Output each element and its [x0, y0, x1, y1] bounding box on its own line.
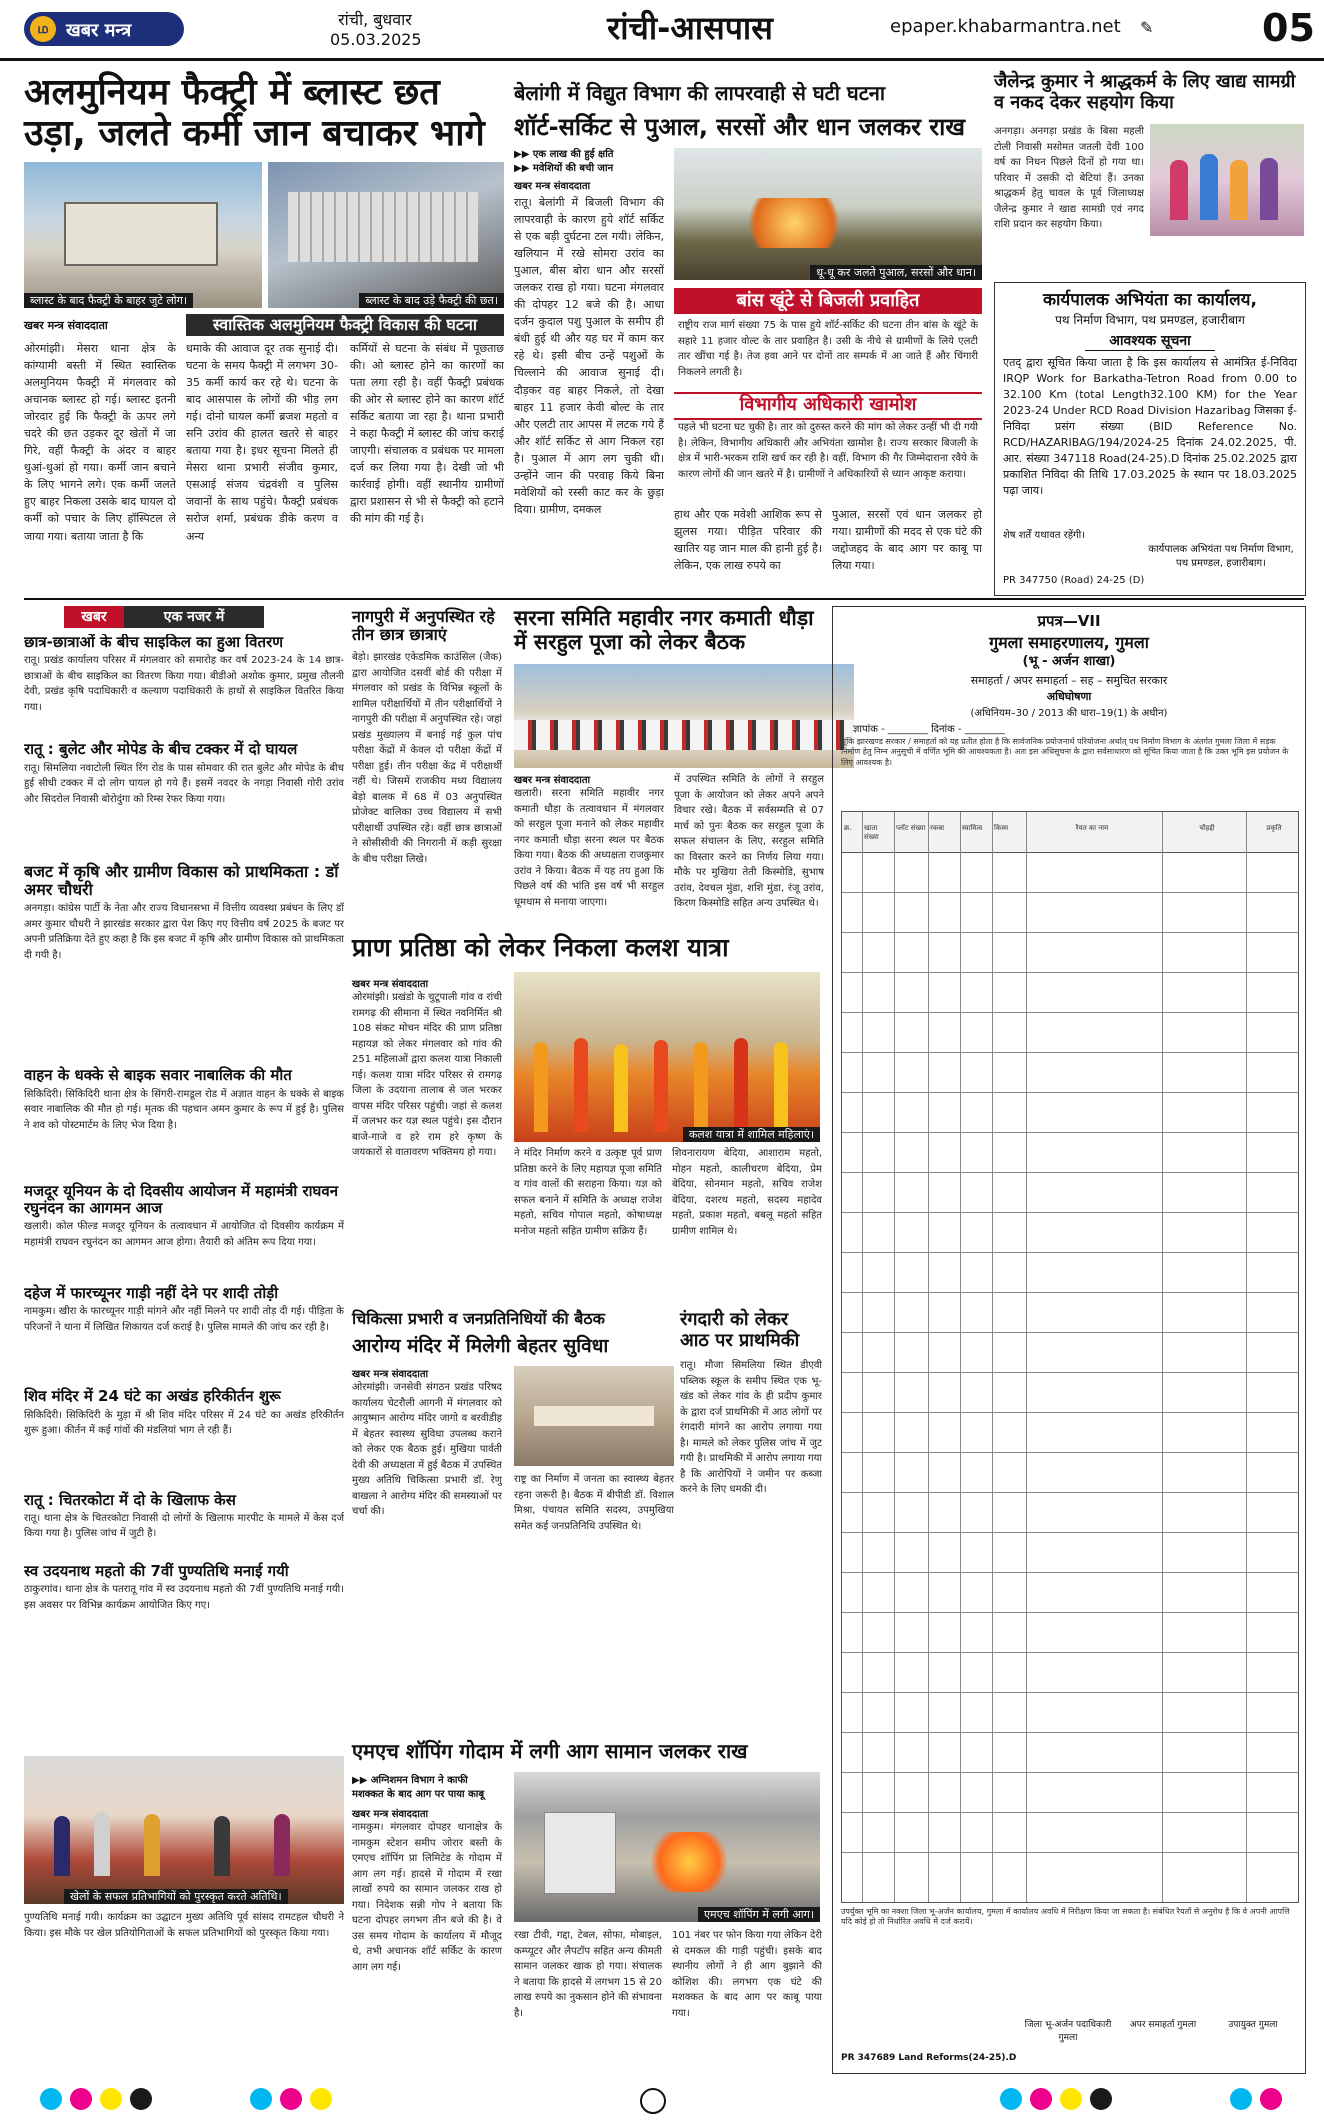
story1-headline: अलमुनियम फैक्ट्री में ब्लास्ट छत उड़ा, जलते कर्मी जान बचाकर भागे	[24, 72, 485, 155]
list-item: छात्र-छात्राओं के बीच साइकिल का हुआ वितरण रातू। प्रखंड कार्यालय परिसर में मंगलवार को समारोह कर वर्ष 2023-24 के 14 छात्र-छात्राओं के बीच साइकिल का वितरण किया गया। बीडीओ अशोक कुमार, प्रमुख तौलनी देवी, प्रखंड कृषि पदाधिकारी व कल्याण पदाधिकारी के हाथों से साइकिल वितरित किया गया।	[24, 634, 344, 713]
land-acquisition-notice	[832, 606, 1306, 2074]
notice2-intro: चूंकि झारखण्ड सरकार / समाहर्ता को यह प्रतीत होता है कि सार्वजनिक प्रयोजनार्थ परियोजना अर्थात् पथ निर्माण विभाग के अंतर्गत गुमला जिला में सड़क निर्माण हेतु निम्न अनुसूची में वर्णित भूमि की आवश्यकता है। अतः इस अधिसूचना के द्वारा सर्वसाधारण को सूचित किया जाता है कि उक्त भूमि इस प्रयोजन के लिए आवश्यक है।	[841, 737, 1289, 767]
table-row-divider	[842, 1652, 1298, 1653]
story7-photo	[514, 1366, 674, 1466]
table-row-divider	[842, 1372, 1298, 1373]
story9-headline: एमएच शॉपिंग गोदाम में लगी आग सामान जलकर राख	[352, 1739, 748, 1763]
table-row-divider	[842, 1252, 1298, 1253]
list-item: वाहन के धक्के से बाइक सवार नाबालिक की मौत सिकिदिरी। सिकिदिरी थाना क्षेत्र के सिंगरी-रामडूल रोड में अज्ञात वाहन के धक्के से बाइक सवार नाबालिक की मौत हो गई। मृतक की पहचान अमन कुमार के रूप में हुई है। पुलिस ने शव को पोस्टमार्टम के लिए भेज दिया है।	[24, 1066, 344, 1131]
ek-nazar-list	[24, 634, 344, 1752]
story8-text: रातू। मौजा सिमलिया स्थित डीएवी पब्लिक स्कूल के समीप स्थित एक भू-खंड को लेकर गांव के ही प्रदीप कुमार के द्वारा दर्ज प्राथमिकी में आठ लोगों पर रंगदारी मांगने का आरोप लगाया गया है। मामले को लेकर पुलिस जांच में जुट गयी है। प्राथमिकी में आरोप लगाया गया है कि आरोपियों ने जमीन पर कब्जा करने के लिए धमकी दी।	[680, 1360, 822, 1495]
table-row-divider	[842, 1052, 1298, 1053]
story4-headline: नागपुरी में अनुपस्थित रहे तीन छात्र छात्राएं	[352, 607, 495, 645]
list-item: रातू : बुलेट और मोपेड के बीच टक्कर में दो घायल रातू। सिमलिया नवाटोली स्थित रिंग रोड के पास सोमवार की रात बुलेट और मोपेड के बीच हुई सीधी टक्कर में दो लोग घायल हो गये हैं। इसमें नवदर के नगड़ा निवासी गोरी उरांव और सिदरोल निवासी बोरोदुंगा को रिम्स रेफर किया गया।	[24, 740, 344, 805]
table-header-cell: खाता संख्या	[864, 824, 879, 842]
table-row-divider	[842, 1732, 1298, 1733]
table-row-divider	[842, 1172, 1298, 1173]
table-header-cell: रैयत का नाम	[1075, 824, 1109, 832]
notice2-sign2: अपर समाहर्ता गुमला	[1129, 2020, 1197, 2030]
table-header-cell: क्र.	[844, 824, 852, 832]
table-header-cell: प्रकृति	[1266, 824, 1282, 832]
cursor-icon: ✎	[1140, 18, 1154, 37]
story2-col2: हाथ और एक मवेशी आशिक रूप से झुलस गया। पीड़ित परिवार की खातिर यह जान माल की हानी हुई है। लेकिन, एक लाख रुपये का	[674, 508, 822, 573]
table-row-divider	[842, 932, 1298, 933]
list-item: स्व उदयनाथ महतो की 7वीं पुण्यतिथि मनाई गयी ठाकुरगांव। थाना क्षेत्र के पतरातू गांव में स्व उदयनाथ महतो की 7वीं पुण्यतिथि मनाई गयी। इस अवसर पर विभिन्न कार्यक्रम आयोजित किए गए।	[24, 1561, 344, 1611]
story1-subhead: स्वास्तिक अलमुनियम फैक्ट्री विकास की घटना	[186, 314, 504, 336]
table-col-divider	[928, 812, 929, 1902]
table-header-cell: रकबा	[930, 824, 945, 832]
registration-mark	[40, 2088, 62, 2110]
notice2-sign1: जिला भू-अर्जन पदाधिकारी गुमला	[1024, 2020, 1112, 2043]
notice1-officer: कार्यपालक अभियंता पथ निर्माण विभाग, पथ प्रमण्डल, हजारीबाग।	[1148, 544, 1294, 569]
list-item: शिव मंदिर में 24 घंटे का अखंड हरिकीर्तन शुरू सिकिदिरी। सिकिदिरी के मुड़ा में श्री शिव मंदिर परिसर में 24 घंटे का अखंड हरिकीर्तन शुरू हुआ। कीर्तन में कई गांवों की मंडलियां भाग ले रही हैं।	[24, 1387, 344, 1437]
story1-byline: खबर मन्त्र संवाददाता	[24, 319, 108, 332]
list-item: रातू : चितरकोटा में दो के खिलाफ केस रातू। थाना क्षेत्र के चितरकोटा निवासी दो लोगों के खिलाफ मारपीट के मामले में केस दर्ज किया गया है। पुलिस जांच में जुटी है।	[24, 1490, 344, 1540]
notice2-sign3: उपायुक्त गुमला	[1228, 2020, 1278, 2030]
story9-bullet: ▶▶ अग्निशमन विभाग ने काफी मशक्कत के बाद आग पर पाया काबू	[352, 1775, 485, 1800]
table-row-divider	[842, 1092, 1298, 1093]
registration-mark	[130, 2088, 152, 2110]
story2-headline2: शॉर्ट-सर्किट से पुआल, सरसों और धान जलकर राख	[514, 113, 965, 141]
brand-logo-icon: ம	[30, 16, 56, 42]
table-row-divider	[842, 1852, 1298, 1853]
story2-col1: रातू। बेलांगी में बिजली विभाग की लापरवाही के कारण हुये शॉर्ट सर्किट से एक बड़ी दुर्घटना टल गयी। लेकिन, खलियान में रखे सोमरा उरांव का पुआल, बीस बोरा धान और सरसों जलकर राख हो गया। घटना मंगलवार की दोपहर 12 बजे की है। आधा दर्जन कुदाल पशु पुआल के समीप ही बंधी हुई थी और यह घर में काम कर रहे थे। इसी बीच उन्हें पशुओं के चिल्लाने की आवाज सुनाई दी। दौड़कर वह बाहर निकले, तो देखा बाहर 11 हजार केवी बोल्ट के तार और एलटी तार आपस में लटक गये हैं और शॉर्ट सर्किट से आग निकल रहा है। पुआल में आग लग चुकी थी। उन्होंने जान की परवाह किये बिना मवेशियों को रस्सी काट कर के छुड़ा दिया। ग्रामीण, दमकल	[514, 196, 664, 516]
story6-headline: प्राण प्रतिष्ठा को लेकर निकला कलश यात्रा	[352, 933, 729, 962]
ek-nazar-photo	[24, 1756, 344, 1904]
story6-text1: ओरमांझी। प्रखंडो के चुटूपाली गांव व रांची रामगढ़ की सीमाना में स्थित नवनिर्मित श्री 108 संकट मोचन मंदिर की प्राण प्रतिष्ठा महायज्ञ को लेकर मंगलवार को गांव की 251 महिलाओं द्वारा कलश यात्रा निकाली गई। कलश यात्रा मंदिर परिसर से रामगढ़ जिला के उदयाना तालाब से जल भरकर वापस मंदिर परिसर पहुंची। जहां से कलश में जलभर कर यज्ञ स्थल पहुंचे। इस दौरान बाजे-गाजे व हरे राम हरे कृष्ण के जयकारों से वातावरण भक्तिमय हो गया।	[352, 992, 502, 1158]
notice1-title3: आवश्यक सूचना	[1085, 331, 1215, 351]
table-row-divider	[842, 1692, 1298, 1693]
registration-mark	[1030, 2088, 1052, 2110]
story6-text2: ने मंदिर निर्माण करने व उत्कृष्ट पूर्व प्राण प्रतिष्ठा करने के लिए महायज्ञ पूजा समिति व गांव वालों की सराहना किया। यज्ञ को सफल बनाने में समिति के अध्यक्ष राजेश महतो, सचिव गोपाल महतो, कोषाध्यक्ष मनोज महतो सहित ग्रामीण सक्रिय हैं।	[514, 1148, 662, 1237]
land-table	[841, 811, 1299, 1903]
list-item: मजदूर यूनियन के दो दिवसीय आयोजन में महामंत्री राघवन रघुनंदन का आगमन आज खलारी। कोल फील्ड मजदूर यूनियन के तत्वावधान में आयोजित दो दिवसीय कार्यक्रम में महामंत्री राघवन रघुनंदन का आगमन आज होगा। तैयारी को अंतिम रूप दिया गया।	[24, 1181, 344, 1248]
story2-box1-head: बांस खूंटे से बिजली प्रवाहित	[674, 288, 982, 314]
story9-text2: रखा टीवी, गद्दा, टेबल, सोफा, मोबाइल, कम्प्यूटर और लैपटॉप सहित अन्य कीमती सामान जलकर खाक हो गया। संचालक ने बताया कि हादसे में लगभग 15 से 20 लाख रुपये का नुकसान होने की संभावना है।	[514, 1930, 662, 2019]
table-col-divider	[960, 812, 961, 1902]
story5-photo	[514, 664, 854, 768]
story7-headline: चिकित्सा प्रभारी व जनप्रतिनिधियों की बैठक	[352, 1309, 605, 1328]
table-row-divider	[842, 1532, 1298, 1533]
table-col-divider	[894, 812, 895, 1902]
story2-bullet-1: ▶▶ एक लाख की हुई क्षति	[514, 149, 614, 160]
table-row-divider	[842, 1132, 1298, 1133]
tender-notice	[994, 282, 1306, 596]
story5-text2: में उपस्थित समिति के लोगों ने सरहुल पूजा के आयोजन को लेकर अपने अपने विचार रखे। बैठक में सर्वसम्मति से 07 मार्च को पुनः बैठक कर सरहुल पूजा के सफल संचालन के लिए, सरहुल समिति का विस्तार करने का निर्णय लिया गया। मौके पर मुखिया तेती किस्मोडि, सुभाष उरांव, देवचल मुंडा, शशि मुंडा, रंजू उरांव, किरण किस्मोडि सहित अन्य उपस्थित थे।	[674, 774, 824, 909]
list-item: दहेज में फारच्यूनर गाड़ी नहीं देने पर शादी तोड़ी नामकुम। खीरा के फारच्यूनर गाड़ी मांगने और नहीं मिलने पर शादी तोड़ दी गई। पीड़िता के परिजनों ने थाना में लिखित शिकायत दर्ज कराई है। पुलिस मामले की जांच कर रही है।	[24, 1284, 344, 1333]
story3-headline: जैलेन्द्र कुमार ने श्राद्धकर्म के लिए खाद्य सामग्री व नकद देकर सहयोग किया	[994, 71, 1296, 113]
story5-headline: सरना समिति महावीर नगर कमाती धौड़ा में सरहुल पूजा को लेकर बैठक	[514, 606, 814, 655]
header-city-day: रांची, बुधवार	[338, 10, 412, 29]
section-title: रांची-आसपास	[607, 9, 773, 47]
story5-byline: खबर मन्त्र संवाददाता	[514, 775, 591, 786]
page-header	[0, 0, 1324, 61]
story4-text: बेड़ो। झारखंड एकेडमिक काउंसिल (जैक) द्वारा आयोजित दसवीं बोर्ड की परीक्षा में मंगलवार को प्रखंड के विभिन्न स्कूलों के शामिल परीक्षार्थियों में तीन परीक्षार्थियों ने नागपुरी की परीक्षा में अनुपस्थित रहे। जहां प्रखंड मुख्यालय में बनाई गई कुल पांच परीक्षा केंद्रों में केवल दो परीक्षा केंद्रों में परीक्षा हुई। तीन परीक्षा केंद्र में परीक्षार्थी नहीं थे। जिसमें राजकीय मध्य विद्यालय बेड़ो बालक में 68 में 03 अनुपस्थित प्रोजेक्ट बालिका उच्च विद्यालय में सभी परीक्षार्थी उपस्थित रहे। वहीं छात्र छात्राओं ने सोसीसीवी की निगरानी में कड़ी सुरक्षा के बीच परीक्षा लिखे।	[352, 652, 502, 865]
table-col-divider	[862, 812, 863, 1902]
list-item: बजट में कृषि और ग्रामीण विकास को प्राथमिकता : डॉ अमर चौधरी अनगड़ा। कांग्रेस पार्टी के नेता और राज्य विधानसभा में वित्तीय व्यवस्था प्रबंधन के लिए डॉ अमर कुमार चौधरी ने झारखंड सरकार द्वारा पेश किए गए वित्तीय वर्ष 2025 के बजट पर अपनी प्रतिक्रिया देते हुए कहा है कि इस बजट में कृषि और ग्रामीण विकास को प्राथमिकता दी गयी है।	[24, 861, 344, 961]
land-table-header	[842, 812, 1298, 853]
story9-text1: नामकुम। मंगलवार दोपहर थानाक्षेत्र के नामकुम स्टेशन समीप जोरार बस्ती के एमएच शॉपिंग प्रा लिमिटेड के गोदाम में आग लग गई। हादसे में गोदाम में रखा लाखों रुपये का सामान जलकर राख हो गया। निदेशक सन्नी गोप ने बताया कि घटना दोपहर लगभग तीन बजे की है। वे उस समय गोदाम के कार्यालय में मौजूद थे, तभी अचानक शॉर्ट सर्किट के कारण आग लग गई।	[352, 1822, 502, 1973]
header-date: 05.03.2025	[330, 30, 422, 49]
story9-photo	[514, 1772, 820, 1922]
table-header-cell: किस्म	[994, 824, 1009, 832]
story6-text3: शिवनारायण बेदिया, आशाराम महतो, मोहन महतो, कालीचरण बेदिया, प्रेम बेदिया, सोनमान महतो, सचिव राजेश बेदिया, दशरथ महतो, सदस्य महादेव महतो, प्रकाश महतो, बबलू महतो सहित ग्रामीण शामिल थे।	[672, 1148, 822, 1237]
ek-nazar-title: एक नजर में	[124, 606, 264, 628]
notice1-title1: कार्यपालक अभियंता का कार्यालय,	[1042, 290, 1258, 310]
table-row-divider	[842, 1492, 1298, 1493]
page-number: 05	[1262, 6, 1315, 50]
story1-col1: ओरमांझी। मेसरा थाना क्षेत्र के कांग्यामी बस्ती में स्थित स्वास्तिक अलमुनियम फैक्ट्री में मंगलवार को अचानक ब्लास्ट हो गई। ब्लास्ट इतनी जोरदार हुई कि फैक्ट्री के ऊपर लगे चदरे की छत उड़कर दूर खेतों में जा गिरे, वहीं फैक्ट्री के अंदर व बाहर धुआं-धुआं हो गया। कर्मी जान बचाने के लिए भागने लगे। एक कर्मी जलते हुए बाहर निकला उसके बाद घायल दो कर्मी को पचार के लिए हॉस्पिटल ले जाया गया। बताया जाता है कि	[24, 342, 176, 543]
table-header-cell: चौहद्दी	[1199, 824, 1215, 832]
brand-logo	[24, 12, 184, 46]
story1-caption-1: ब्लास्ट के बाद फैक्ट्री के बाहर जुटे लोग।	[24, 293, 193, 308]
crosshair-icon	[640, 2088, 666, 2114]
story2-photo	[674, 148, 982, 280]
table-row-divider	[842, 1772, 1298, 1773]
table-row-divider	[842, 1812, 1298, 1813]
story9-byline: खबर मन्त्र संवाददाता	[352, 1809, 429, 1820]
story7-byline: खबर मन्त्र संवाददाता	[352, 1369, 429, 1380]
story1-photo-1	[24, 162, 262, 308]
story1-photo-2	[268, 162, 504, 308]
table-row-divider	[842, 1452, 1298, 1453]
table-header-cell: प्लॉट संख्या	[896, 824, 926, 832]
story2-col3: पुआल, सरसों एवं धान जलकर हो गया। ग्रामीणों की मदद से एक घंटे की जद्दोजहद के बाद आग पर काबू पा लिया गया।	[832, 508, 982, 573]
table-col-divider	[1246, 812, 1247, 1902]
registration-mark	[310, 2088, 332, 2110]
table-row-divider	[842, 1412, 1298, 1413]
story6-photo	[514, 972, 820, 1142]
ek-nazar-bottom-text: पुण्यतिथि मनाई गयी। कार्यक्रम का उद्घाटन मुख्य अतिथि पूर्व सांसद रामटहल चौधरी ने किया। इस मौके पर खेल प्रतियोगिताओं के सफल प्रतिभागियों को पुरस्कृत किया गया।	[24, 1912, 344, 1939]
story6-byline: खबर मन्त्र संवाददाता	[352, 979, 429, 990]
registration-mark	[1260, 2088, 1282, 2110]
notice2-prapatra: प्रपत्र—VII	[1037, 612, 1101, 630]
story2-box1-text: राष्ट्रीय राज मार्ग संख्या 75 के पास हुये शॉर्ट-सर्किट की घटना तीन बांस के खूंटे के सहारे 11 हजार वोल्ट के तार प्रवाहित है। उसी के नीचे से ग्रामीणों के लिये एलटी तार खींचा गई है। तेज हवा आने पर दोनों तार सम्पर्क में आ जाते हैं और चिंगारी निकलने लगती है।	[678, 320, 978, 378]
notice2-line2: अधिघोषणा	[1046, 690, 1092, 703]
story7-text2: राष्ट्र का निर्माण में जनता का स्वास्थ्य बेहतर रहना जरूरी है। बैठक में बीपीडी डॉ. विशाल मिश्रा, पंचायत समिति सदस्य, उपमुखिया समेत कई जनप्रतिनिधि उपस्थित थे।	[514, 1474, 674, 1532]
divider	[24, 598, 1304, 600]
notice2-ref: ज्ञापांक - ________ दिनांक - ________	[853, 724, 1005, 735]
story1-caption-2: ब्लास्ट के बाद उड़े फैक्ट्री की छत।	[359, 293, 504, 308]
story1-col2: धमाके की आवाज दूर तक सुनाई दी। घटना के समय फैक्ट्री में लगभग 30-35 कर्मी कार्य कर रहे थे। घटना के बाद आसपास के लोगों की भीड़ लग गई। दोनो घायल कर्मी ब्रजश महतो व सनि उरांव की हालत खतरे से बाहर बताया गया है। इधर सूचना मिलते ही मेसरा थाना प्रभारी संजीव कुमार, एसआई संजय चंद्रवंशी व पुलिस जवानों के साथ पहुंचे। फैक्ट्री प्रबंधक सरोज शर्मा, प्रबंधक डीके करण व अन्य	[186, 342, 338, 543]
table-col-divider	[1162, 812, 1163, 1902]
story1-col3: कर्मियों से घटना के संबंध में पूछताछ की। ओ ब्लास्ट होने का कारणों का पता लगा रही है। वहीं फैक्ट्री प्रबंधक की ओर से ब्लास्ट होने का कारण शॉर्ट सर्किट बताया जा रहा है। थाना प्रभारी ने कहा फैक्ट्री में ब्लास्ट की जांच कराई जाएगी। संचालक व प्रबंधक पर मामला दर्ज कर लिया गया है। देखी जो भी कार्रवाई होगी। वहीं स्थानीय ग्रामीणों द्वारा प्रशासन से भी से फैक्ट्री को हटाने की मांग की गई है।	[350, 342, 504, 526]
story7-headline2: आरोग्य मंदिर में मिलेगी बेहतर सुविधा	[352, 1335, 609, 1357]
table-row-divider	[842, 1612, 1298, 1613]
notice2-line1: समाहर्ता / अपर समाहर्ता – सह – समुचित सरकार	[970, 674, 1168, 687]
table-row-divider	[842, 1212, 1298, 1213]
registration-mark	[1230, 2088, 1252, 2110]
registration-mark	[1000, 2088, 1022, 2110]
story3-text: अनगड़ा। अनगड़ा प्रखंड के बिसा महली टोली निवासी मसोमत जतली देवी 100 वर्ष का निधन पिछले दिनों हो गया था। परिवार में उसकी दो बेटियां हैं। उनका श्राद्धकर्म हेतु चावल के पूर्व जिलाध्यक्ष जैलेन्द्र कुमार ने खाद्य सामग्री एवं नगद राशि प्रदान कर सहयोग किया।	[994, 126, 1144, 230]
table-col-divider	[1026, 812, 1027, 1902]
registration-mark	[280, 2088, 302, 2110]
story5-text1: खलारी। सरना समिति महावीर नगर कमाती धौड़ा के तत्वावधान में मंगलवार को सरहुल पूजा मनाने को लेकर महावीर नगर कमाती धौड़ा सरना स्थल पर बैठक किया गया। बैठक की अध्यक्षता राजकुमार उरांव ने किया। बैठक में यह तय हुआ कि पिछले वर्ष की भांति इस वर्ष भी सरहुल धूमधाम से मनाया जाएगा।	[514, 788, 664, 908]
ek-nazar-photo-caption: खेलों के सफल प्रतिभागियों को पुरस्कृत करते अतिथि।	[64, 1889, 288, 1904]
story2-bullet-2: ▶▶ मवेशियों की बची जान	[514, 163, 614, 174]
notice2-subtitle: (भू - अर्जन शाखा)	[1022, 654, 1116, 669]
story9-text3: 101 नंबर पर फोन किया गया लेकिन देरी से दमकल की गाड़ी पहुंची। इसके बाद स्थानीय लोगों ने ही आग बुझाने की कोशिश की। लगभग एक घंटे की मशक्कत के बाद आग पर काबू पाया गया।	[672, 1930, 822, 2019]
story2-headline: बेलांगी में विद्युत विभाग की लापरवाही से घटी घटना	[514, 81, 886, 105]
registration-mark	[1060, 2088, 1082, 2110]
story2-box2-head: विभागीय अधिकारी खामोश	[674, 392, 982, 420]
notice1-text: एतद् द्वारा सूचित किया जाता है कि इस कार्यालय से आमंत्रित ई-निविदा IRQP Work for Barkatha-Tetron Road from 0.00 to 32.100 Km (total Length32.100 KM) for the Year 2023-24 Under RCD Road Division Hazaribag जिसका ई-निविदा प्रसंग संख्या (BID Reference No. RCD/HAZARIBAG/194/2024-25 दिनांक 24.02.2025, पी. आर. संख्या 347118 Road(24-25).D दिनांक 25.02.2025 द्वारा प्रकाशित निविदा की तिथि 17.03.2025 के स्थान पर 18.03.2025 पढ़ा जाय।	[1003, 356, 1297, 497]
ek-nazar-label: खबर	[64, 606, 124, 628]
registration-mark	[100, 2088, 122, 2110]
story9-photo-caption: एमएच शॉपिंग में लगी आग।	[698, 1907, 820, 1922]
registration-mark	[250, 2088, 272, 2110]
ek-nazar-header	[24, 606, 344, 628]
registration-mark	[1090, 2088, 1112, 2110]
notice2-pr: PR 347689 Land Reforms(24-25).D	[841, 2053, 1017, 2063]
table-row-divider	[842, 1332, 1298, 1333]
notice2-footer: उपर्युक्त भूमि का नक्शा जिला भू-अर्जन कार्यालय, गुमला में कार्यालय अवधि में निरीक्षण किया जा सकता है। संबंधित रैयतों से अनुरोध है कि वे अपनी आपत्ति यदि कोई हो तो निर्धारित अवधि में दर्ज करायें।	[841, 1907, 1290, 1927]
story2-byline: खबर मन्त्र संवाददाता	[514, 181, 591, 192]
epaper-url[interactable]: epaper.khabarmantra.net	[890, 16, 1121, 37]
notice1-sign: शेष शर्तें यथावत रहेंगी।	[1003, 530, 1086, 541]
table-header-cell: स्वामित्व	[962, 824, 983, 832]
registration-mark	[70, 2088, 92, 2110]
table-row-divider	[842, 972, 1298, 973]
table-col-divider	[992, 812, 993, 1902]
notice1-title2: पथ निर्माण विभाग, पथ प्रमण्डल, हजारीबाग	[1055, 313, 1245, 327]
table-row-divider	[842, 1572, 1298, 1573]
story2-box2-text: पहले भी घटना घट चुकी है। तार को दुरुस्त करने की मांग को लेकर उन्हीं भी दी गयी है। लेकिन, विभागीय अधिकारी और अभियंता खामोश है। राज्य सरकार बिजली के क्षेत्र में भारी-भरकम राशि खर्च कर रही है। वहीं, विभाग की गैर जिम्मेदाराना रवैये के कारण लोगों की जान खतरे में है। ग्रामीणों ने अधिकारियों से ध्यान आकृष्ट कराया।	[678, 422, 978, 480]
story3-photo	[1150, 124, 1304, 236]
brand-name: खबर मन्त्र	[66, 20, 132, 41]
story6-photo-caption: कलश यात्रा में शामिल महिलाएं।	[683, 1127, 820, 1142]
table-row-divider	[842, 1012, 1298, 1013]
story7-text1: ओरमांझी। जनसेवी संगठन प्रखंड परिषद कार्यालय चेटरौली आगनी में मंगलवार को आयुष्मान आरोग्य मंदिर जागो व बरवीडीह में बेहतर स्वास्थ्य सुविधा उपलब्ध कराने को लेकर एक बैठक हुई। मुखिया पार्वती देवी की अध्यक्षता में हुई बैठक में उपस्थित मुख्य अतिथि चिकित्सा प्रभारी डॉ. रेणु बाखला ने आरोग्य मंदिर की समस्याओं पर चर्चा की।	[352, 1382, 502, 1517]
story2-photo-caption: धू-धू कर जलते पुआल, सरसों और धान।	[810, 265, 982, 280]
notice2-line3: (अधिनियम–30 / 2013 की धारा–19(1) के अधीन)	[970, 708, 1168, 719]
table-row-divider	[842, 892, 1298, 893]
notice2-title: गुमला समाहरणालय, गुमला	[989, 633, 1149, 652]
story8-headline: रंगदारी को लेकर आठ पर प्राथमिकी	[680, 1309, 800, 1351]
notice1-pr: PR 347750 (Road) 24-25 (D)	[1003, 575, 1145, 586]
table-row-divider	[842, 1292, 1298, 1293]
